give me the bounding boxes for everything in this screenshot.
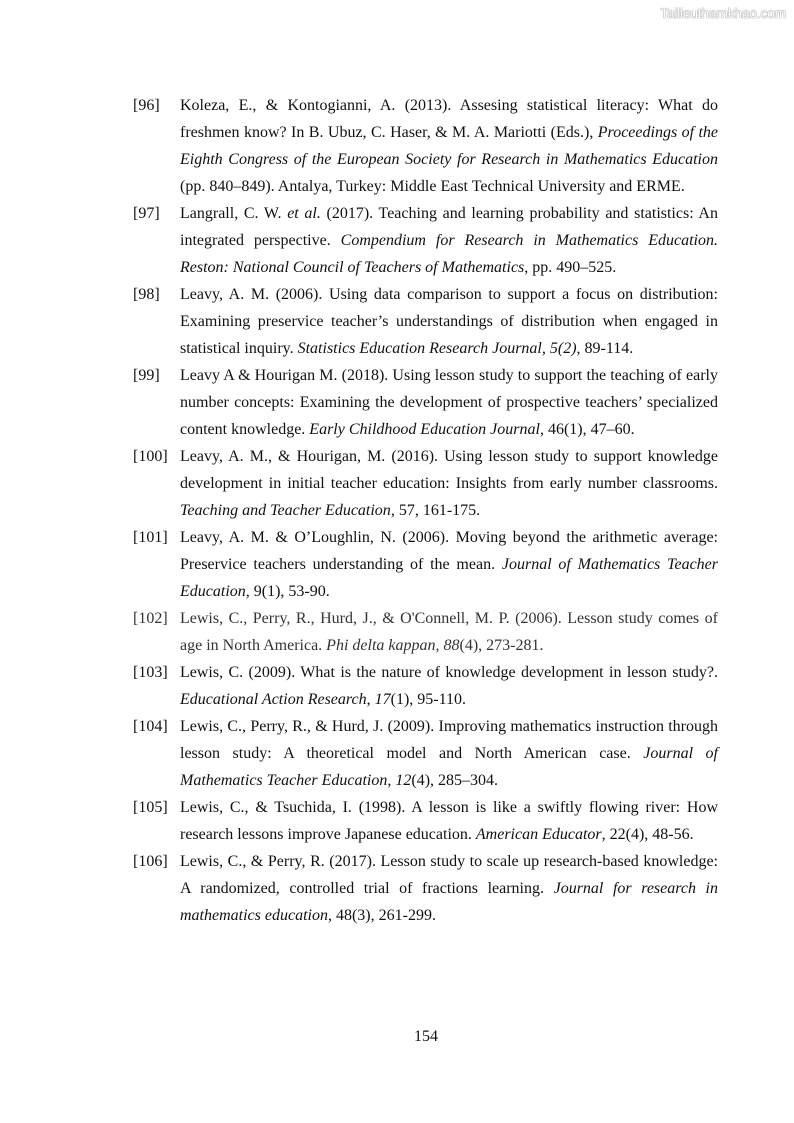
reference-entry [133,92,718,200]
reference-number: [98] [133,286,160,303]
reference-italic-text: 88 [443,637,460,654]
reference-number: [104] [133,718,168,735]
reference-italic-text: Journal of Mathematics Teacher Education, 12 [180,745,719,789]
reference-text: (1), 95-110. [390,691,467,708]
reference-text: , 9(1), 53-90. [245,583,330,600]
reference-number: [101] [133,529,168,546]
reference-number: [105] [133,799,168,816]
reference-entry [133,443,718,524]
reference-number: [103] [133,664,168,681]
reference-italic-text: Early Childhood Education Journal [309,421,540,438]
reference-italic-text: Compendium for Research in Mathematics Education. Reston: National Council of Teachers of Mathematics [180,232,719,276]
reference-number: [99] [133,367,160,384]
reference-entry [133,659,718,713]
reference-text: , pp. 490–525. [524,259,617,276]
reference-text: , 22(4), 48-56. [601,826,694,843]
reference-entry [133,605,718,659]
reference-italic-text: Teaching and Teacher Education [180,502,391,519]
reference-number: [102] [133,610,168,627]
reference-text: , 48(3), 261-299. [327,907,436,924]
reference-text: Langrall, C. W. [180,205,288,222]
reference-text: Lewis, C., & Perry, R. (2017). Lesson study to scale up research-based knowledge: A randomized, controlled trial of fractions learning. [180,853,718,897]
reference-text: Leavy, A. M. (2006). Using data comparison to support a focus on distribution: Examining preservice teacher’s understandings of distribution when engaged in statistical inquiry. [180,286,718,357]
reference-number: [106] [133,853,168,870]
reference-italic-text: Phi delta kappan [326,637,436,654]
reference-text: Lewis, C., Perry, R., Hurd, J., & O'Connell, M. P. (2006). Lesson study comes of age in North America. [180,610,718,654]
reference-text: Leavy A & Hourigan M. (2018). Using lesson study to support the teaching of early number concepts: Examining the development of prospective teachers’ specialized content knowledge. [180,367,718,438]
reference-text: (4), 273-281. [459,637,544,654]
reference-italic-text: Journal for research in mathematics education [180,880,719,924]
reference-text: Leavy, A. M., & Hourigan, M. (2016). Using lesson study to support knowledge development in initial teacher education: Insights from early number classrooms. [180,448,718,492]
reference-text: Lewis, C. (2009). What is the nature of knowledge development in lesson study?. [180,664,718,681]
reference-italic-text: et al. [287,205,321,222]
reference-text: (pp. 840–849). Antalya, Turkey: Middle East Technical University and ERME. [180,178,685,195]
reference-text: Koleza, E., & Kontogianni, A. (2013). Assesing statistical literacy: What do freshmen know? In B. Ubuz, C. Haser, & M. A. Mariotti (Eds.), [180,97,718,141]
reference-text: , 46(1), 47–60. [539,421,635,438]
reference-text: , [435,637,444,654]
reference-text: Leavy, A. M. & O’Loughlin, N. (2006). Moving beyond the arithmetic average: Preservice teachers understanding of the mean. [180,529,718,573]
reference-text: Lewis, C., & Tsuchida, I. (1998). A lesson is like a swiftly flowing river: How research lessons improve Japanese education. [180,799,718,843]
reference-text: , [366,691,375,708]
reference-entry [133,524,718,605]
reference-italic-text: Statistics Education Research Journal, 5(2) [297,340,577,357]
reference-entry [133,713,718,794]
reference-text: Lewis, C., Perry, R., & Hurd, J. (2009). Improving mathematics instruction through lesson study: A theoretical model and North American case. [180,718,718,762]
reference-entry [133,362,718,443]
reference-number: [97] [133,205,160,222]
reference-italic-text: Journal of Mathematics Teacher Education [180,556,719,600]
reference-text: (4), 285–304. [411,772,499,789]
reference-number: [100] [133,448,168,465]
reference-entry [133,200,718,281]
reference-text: (2017). Teaching and learning probability and statistics: An integrated perspective. [180,205,718,249]
reference-italic-text: Educational Action Research [180,691,367,708]
reference-entry [133,848,718,929]
reference-italic-text: American Educator [475,826,602,843]
reference-text: , 57, 161-175. [390,502,481,519]
watermark: Tailieuthamkhao.com [660,5,786,21]
reference-italic-text: Proceedings of the Eighth Congress of the European Society for Research in Mathematics Education [180,124,719,168]
reference-italic-text: 17 [374,691,391,708]
page-number: 154 [414,1028,438,1045]
reference-list [133,92,718,929]
reference-text: , 89-114. [576,340,634,357]
reference-entry [133,281,718,362]
reference-number: [96] [133,97,160,114]
reference-entry [133,794,718,848]
